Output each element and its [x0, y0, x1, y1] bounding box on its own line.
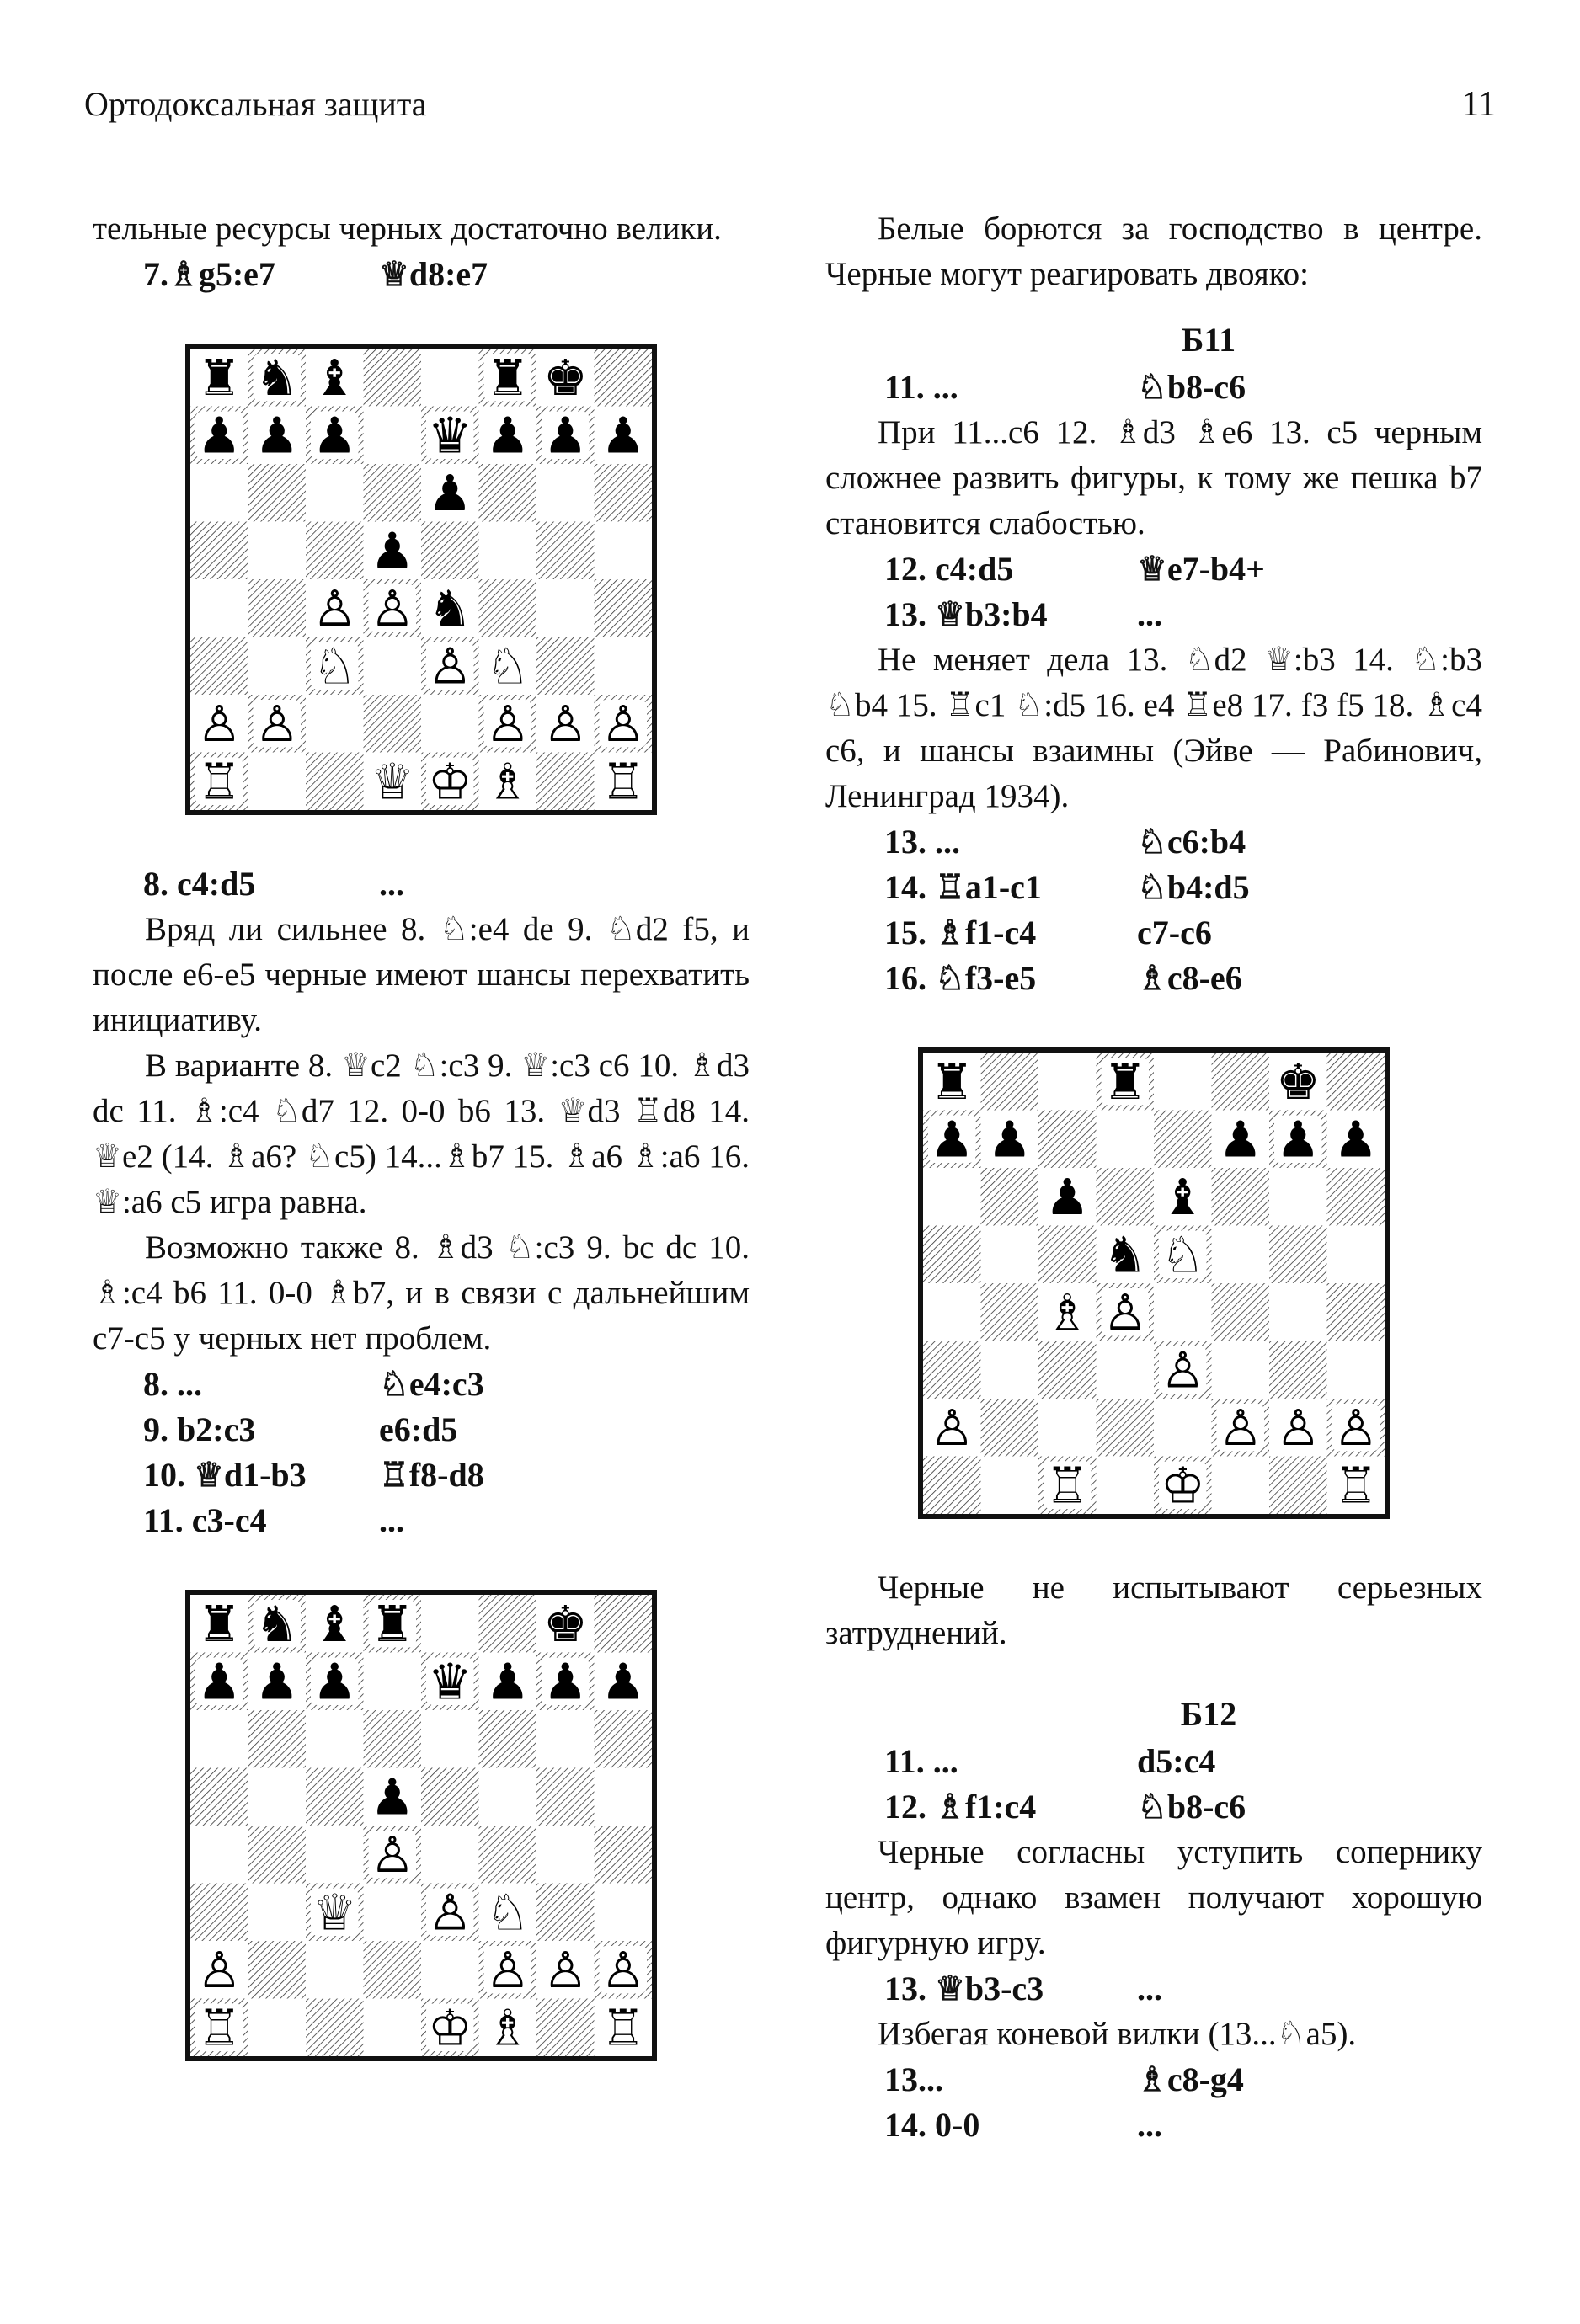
dark-square: [364, 1941, 422, 1999]
dark-square: [1327, 1168, 1385, 1226]
light-square: [1097, 1457, 1155, 1515]
light-square: [1097, 1341, 1155, 1399]
black-pawn-icon: ♟: [1218, 1110, 1263, 1169]
black-pawn-icon: ♟: [1275, 1110, 1321, 1169]
dark-square: [1038, 1111, 1097, 1169]
black-pawn-icon: ♟: [485, 1652, 531, 1711]
dark-square: [306, 1768, 364, 1826]
dark-square: [364, 464, 422, 522]
white-pawn-icon: ♙: [601, 694, 646, 753]
dark-square: [421, 522, 479, 580]
dark-square: [1212, 1168, 1270, 1226]
white-pawn-icon: ♙: [196, 1940, 242, 1999]
paragraph: В варианте 8. ♕c2 ♘:c3 9. ♕:c3 c6 10. ♗d3 dc 11. ♗:c4 ♘d7 12. 0-0 b6 13. ♕d3 ♖d8 14. ♕e2 (14. ♗a6? ♘c5) 14...♗b7 15. ♗a6 ♗:a6 16. ♕:a6 c5 игра равна.: [93, 1047, 750, 1220]
black-rook-icon: ♜: [485, 349, 531, 407]
black-pawn-icon: ♟: [312, 406, 357, 465]
white-move: 14. 0-0: [884, 2106, 980, 2144]
light-square: [536, 1710, 595, 1768]
black-move: ♕d8:e7: [379, 255, 488, 293]
light-square: [1038, 1399, 1097, 1457]
white-move: 13...: [884, 2060, 943, 2098]
paragraph: Вряд ли сильнее 8. ♘:e4 de 9. ♘d2 f5, и после e6-e5 черные имеют шансы перехватить инициативу.: [93, 911, 750, 1038]
dark-square: [536, 1768, 595, 1826]
paragraph: Возможно также 8. ♗d3 ♘:c3 9. bc dc 10. ♗:c4 b6 11. 0-0 ♗b7, и в связи с дальнейшим c7-c5 у черных нет проблем.: [93, 1229, 750, 1357]
page-number: 11: [1461, 85, 1496, 124]
black-move: ...: [1137, 595, 1162, 633]
white-move: 10. ♕d1-b3: [143, 1456, 307, 1494]
black-pawn-icon: ♟: [987, 1110, 1033, 1169]
white-move: 7.♗g5:e7: [143, 255, 275, 293]
light-square: [1269, 1283, 1327, 1341]
dark-square: [981, 1168, 1039, 1226]
light-square: [536, 1826, 595, 1884]
move-line: [825, 2057, 1482, 2103]
paragraph: Черные согласны уступить сопернику центр, однако взамен получают хорошую фигурную игру.: [825, 1834, 1482, 1961]
black-knight-icon: ♞: [254, 349, 300, 407]
black-move: ...: [379, 1501, 404, 1539]
white-move: 12. c4:d5: [884, 550, 1014, 588]
move-line: [825, 819, 1482, 865]
light-square: [1154, 1283, 1212, 1341]
white-rook-icon: ♖: [601, 752, 646, 810]
light-square: [1154, 1053, 1212, 1111]
white-pawn-icon: ♙: [1160, 1341, 1205, 1399]
white-rook-icon: ♖: [1333, 1456, 1379, 1514]
light-square: [364, 1884, 422, 1942]
light-square: [306, 1826, 364, 1884]
white-move: 13. ♕b3-c3: [884, 1970, 1044, 2007]
dark-square: [306, 522, 364, 580]
black-move: ♗c8-e6: [1137, 959, 1242, 997]
black-knight-icon: ♞: [254, 1595, 300, 1653]
white-pawn-icon: ♙: [1218, 1398, 1263, 1457]
black-king-icon: ♚: [542, 1595, 588, 1653]
dark-square: [1038, 1341, 1097, 1399]
light-square: [981, 1341, 1039, 1399]
white-pawn-icon: ♙: [601, 1940, 646, 1999]
black-pawn-icon: ♟: [1333, 1110, 1379, 1169]
light-square: [595, 522, 653, 580]
black-pawn-icon: ♟: [1044, 1167, 1090, 1226]
dark-square: [595, 349, 653, 407]
light-square: [248, 1768, 307, 1826]
move-list: [825, 1966, 1482, 2012]
black-move: ...: [379, 865, 404, 903]
black-king-icon: ♚: [542, 349, 588, 407]
dark-square: [364, 1710, 422, 1768]
move-line: [93, 1452, 750, 1498]
light-square: [248, 637, 307, 696]
black-move: d5:c4: [1137, 1742, 1216, 1780]
white-rook-icon: ♖: [196, 1998, 242, 2056]
paragraph: Белые борются за господство в центре. Черные могут реагировать двояко:: [825, 211, 1482, 292]
dark-square: [479, 1710, 537, 1768]
black-king-icon: ♚: [1275, 1053, 1321, 1111]
black-pawn-icon: ♟: [370, 1767, 415, 1826]
dark-square: [595, 1595, 653, 1653]
white-rook-icon: ♖: [196, 752, 242, 810]
white-move: 14. ♖a1-c1: [884, 868, 1042, 906]
white-knight-icon: ♘: [485, 637, 531, 696]
dark-square: [981, 1283, 1039, 1341]
white-pawn-icon: ♙: [542, 694, 588, 753]
dark-square: [364, 349, 422, 407]
paragraph: При 11...c6 12. ♗d3 ♗e6 13. c5 черным сложнее развить фигуры, к тому же пешка b7 становится слабостью.: [825, 414, 1482, 541]
dark-square: [248, 1710, 307, 1768]
black-move: ♘b8-c6: [1137, 1788, 1246, 1826]
dark-square: [536, 637, 595, 696]
dark-square: [1154, 1111, 1212, 1169]
white-move: 11. ...: [884, 1742, 958, 1780]
white-pawn-icon: ♙: [1333, 1398, 1379, 1457]
dark-square: [536, 1999, 595, 2057]
white-knight-icon: ♘: [1160, 1225, 1205, 1284]
dark-square: [190, 522, 248, 580]
light-square: [595, 637, 653, 696]
dark-square: [306, 1999, 364, 2057]
light-square: [479, 1768, 537, 1826]
white-rook-icon: ♖: [601, 1998, 646, 2056]
light-square: [981, 1226, 1039, 1284]
white-bishop-icon: ♗: [1044, 1282, 1090, 1341]
dark-square: [190, 1884, 248, 1942]
light-square: [190, 1710, 248, 1768]
light-square: [364, 1653, 422, 1711]
dark-square: [595, 464, 653, 522]
light-square: [981, 1457, 1039, 1515]
chess-diagram: [918, 1047, 1390, 1519]
black-knight-icon: ♞: [427, 578, 472, 637]
light-square: [364, 637, 422, 696]
move-line: [825, 365, 1482, 410]
page-header: [84, 84, 1496, 135]
white-rook-icon: ♖: [1044, 1456, 1090, 1514]
move-line: [825, 956, 1482, 1001]
chessboard: [190, 349, 652, 810]
light-square: [1269, 1168, 1327, 1226]
white-pawn-icon: ♙: [1102, 1282, 1148, 1341]
white-move: 8. c4:d5: [143, 865, 256, 903]
light-square: [190, 464, 248, 522]
black-move: ♗c8-g4: [1137, 2060, 1244, 2098]
black-pawn-icon: ♟: [485, 406, 531, 465]
dark-square: [1269, 1341, 1327, 1399]
white-move: 13. ...: [884, 823, 960, 861]
light-square: [1212, 1226, 1270, 1284]
black-pawn-icon: ♟: [254, 1652, 300, 1711]
paragraph: Черные не испытывают серьезных затруднений.: [825, 1570, 1482, 1651]
chess-diagram: [185, 1590, 657, 2061]
light-square: [421, 1710, 479, 1768]
light-square: [536, 464, 595, 522]
dark-square: [1097, 1168, 1155, 1226]
dark-square: [923, 1226, 981, 1284]
dark-square: [536, 1884, 595, 1942]
dark-square: [536, 522, 595, 580]
black-move: ...: [1137, 2106, 1162, 2144]
light-square: [1097, 1111, 1155, 1169]
dark-square: [248, 579, 307, 637]
black-move: e6:d5: [379, 1410, 458, 1448]
white-king-icon: ♔: [427, 1998, 472, 2056]
white-move: 16. ♘f3-e5: [884, 959, 1037, 997]
light-square: [306, 1710, 364, 1768]
move-line: [825, 910, 1482, 956]
white-pawn-icon: ♙: [370, 1825, 415, 1884]
black-move: ♘c6:b4: [1137, 823, 1246, 861]
black-pawn-icon: ♟: [370, 521, 415, 580]
chessboard: [190, 1595, 652, 2056]
white-bishop-icon: ♗: [485, 752, 531, 810]
light-square: [421, 1595, 479, 1653]
white-pawn-icon: ♙: [427, 1883, 472, 1942]
white-move: 13. ♕b3:b4: [884, 595, 1048, 633]
dark-square: [479, 1826, 537, 1884]
black-pawn-icon: ♟: [929, 1110, 974, 1169]
light-square: [1327, 1341, 1385, 1399]
light-square: [421, 349, 479, 407]
right-column: [825, 206, 1482, 2148]
black-queen-icon: ♛: [427, 1652, 472, 1711]
light-square: [1212, 1457, 1270, 1515]
dark-square: [364, 695, 422, 753]
white-pawn-icon: ♙: [427, 637, 472, 696]
black-rook-icon: ♜: [1102, 1053, 1148, 1111]
white-pawn-icon: ♙: [485, 1940, 531, 1999]
light-square: [1154, 1399, 1212, 1457]
white-pawn-icon: ♙: [542, 1940, 588, 1999]
dark-square: [306, 753, 364, 811]
white-pawn-icon: ♙: [370, 578, 415, 637]
dark-square: [923, 1457, 981, 1515]
light-square: [248, 1999, 307, 2057]
white-king-icon: ♔: [427, 752, 472, 810]
dark-square: [536, 753, 595, 811]
dark-square: [595, 1710, 653, 1768]
white-move: 8. ...: [143, 1365, 202, 1403]
black-rook-icon: ♜: [370, 1595, 415, 1653]
black-move: c7-c6: [1137, 914, 1212, 951]
black-knight-icon: ♞: [1102, 1225, 1148, 1284]
move-list: [93, 1362, 750, 1543]
light-square: [421, 695, 479, 753]
move-list: [825, 1739, 1482, 1830]
move-line: [825, 546, 1482, 592]
dark-square: [421, 1768, 479, 1826]
black-bishop-icon: ♝: [312, 349, 357, 407]
dark-square: [923, 1341, 981, 1399]
light-square: [248, 1884, 307, 1942]
dark-square: [479, 464, 537, 522]
move-line: [93, 252, 750, 297]
black-move: ♕e7-b4+: [1137, 550, 1265, 588]
light-square: [306, 1941, 364, 1999]
paragraph: тельные ресурсы черных достаточно велики.: [93, 211, 722, 247]
black-pawn-icon: ♟: [196, 406, 242, 465]
dark-square: [1269, 1457, 1327, 1515]
black-move: ♘e4:c3: [379, 1365, 484, 1403]
move-line: [825, 1784, 1482, 1830]
light-square: [595, 1884, 653, 1942]
dark-square: [479, 579, 537, 637]
move-line: [93, 1362, 750, 1407]
dark-square: [248, 1826, 307, 1884]
black-pawn-icon: ♟: [542, 1652, 588, 1711]
light-square: [190, 1826, 248, 1884]
light-square: [923, 1168, 981, 1226]
black-bishop-icon: ♝: [312, 1595, 357, 1653]
white-pawn-icon: ♙: [1275, 1398, 1321, 1457]
move-line: [825, 2103, 1482, 2148]
move-line: [93, 861, 750, 907]
dark-square: [981, 1053, 1039, 1111]
white-pawn-icon: ♙: [929, 1398, 974, 1457]
paragraph: Избегая коневой вилки (13...♘a5).: [878, 2016, 1357, 2052]
dark-square: [981, 1399, 1039, 1457]
light-square: [364, 1999, 422, 2057]
move-line: [825, 592, 1482, 637]
light-square: [595, 1768, 653, 1826]
black-pawn-icon: ♟: [601, 1652, 646, 1711]
move-list: [825, 819, 1482, 1001]
light-square: [421, 1941, 479, 1999]
light-square: [421, 1826, 479, 1884]
black-queen-icon: ♛: [427, 406, 472, 465]
dark-square: [479, 1595, 537, 1653]
dark-square: [248, 464, 307, 522]
light-square: [479, 522, 537, 580]
chess-diagram: [185, 344, 657, 815]
light-square: [1327, 1226, 1385, 1284]
move-line: [825, 865, 1482, 910]
dark-square: [1269, 1226, 1327, 1284]
black-move: ...: [1137, 1970, 1162, 2007]
white-pawn-icon: ♙: [312, 578, 357, 637]
dark-square: [595, 1826, 653, 1884]
dark-square: [190, 1768, 248, 1826]
black-rook-icon: ♜: [196, 1595, 242, 1653]
black-pawn-icon: ♟: [312, 1652, 357, 1711]
move-list: [825, 365, 1482, 410]
light-square: [306, 695, 364, 753]
light-square: [306, 464, 364, 522]
black-move: ♘b4:d5: [1137, 868, 1250, 906]
white-knight-icon: ♘: [312, 637, 357, 696]
white-move: 9. b2:c3: [143, 1410, 256, 1448]
white-queen-icon: ♕: [312, 1883, 357, 1942]
light-square: [364, 407, 422, 465]
white-pawn-icon: ♙: [485, 694, 531, 753]
dark-square: [1038, 1226, 1097, 1284]
white-bishop-icon: ♗: [485, 1998, 531, 2056]
move-line: [93, 1407, 750, 1452]
dark-square: [1212, 1053, 1270, 1111]
white-move: 11. c3-c4: [143, 1501, 267, 1539]
chessboard: [923, 1053, 1385, 1514]
white-move: 12. ♗f1:c4: [884, 1788, 1037, 1826]
light-square: [923, 1283, 981, 1341]
black-rook-icon: ♜: [196, 349, 242, 407]
light-square: [1038, 1053, 1097, 1111]
light-square: [1212, 1341, 1270, 1399]
light-square: [248, 522, 307, 580]
move-list: [825, 2057, 1482, 2148]
light-square: [536, 579, 595, 637]
white-move: 15. ♗f1-c4: [884, 914, 1037, 951]
white-move: 11. ...: [884, 368, 958, 406]
white-king-icon: ♔: [1160, 1456, 1205, 1514]
black-pawn-icon: ♟: [601, 406, 646, 465]
dark-square: [595, 579, 653, 637]
dark-square: [1327, 1053, 1385, 1111]
light-square: [248, 753, 307, 811]
dark-square: [1327, 1283, 1385, 1341]
black-move: ♘b8-c6: [1137, 368, 1246, 406]
white-queen-icon: ♕: [370, 752, 415, 810]
move-line: [93, 1498, 750, 1543]
section-heading: Б12: [1180, 1695, 1237, 1733]
dark-square: [248, 1941, 307, 1999]
dark-square: [190, 637, 248, 696]
black-rook-icon: ♜: [929, 1053, 974, 1111]
black-pawn-icon: ♟: [542, 406, 588, 465]
move-list: [825, 546, 1482, 637]
light-square: [190, 579, 248, 637]
white-pawn-icon: ♙: [196, 694, 242, 753]
white-pawn-icon: ♙: [254, 694, 300, 753]
paragraph: Не меняет дела 13. ♘d2 ♕:b3 14. ♘:b3 ♘b4 15. ♖c1 ♘:d5 16. e4 ♖e8 17. f3 f5 18. ♗c4 c6, и шансы взаимны (Эйве — Рабинович, Ленинград 1934).: [825, 642, 1482, 814]
black-pawn-icon: ♟: [427, 463, 472, 522]
black-move: ♖f8-d8: [379, 1456, 484, 1494]
dark-square: [1097, 1399, 1155, 1457]
left-column: [93, 206, 750, 2108]
white-knight-icon: ♘: [485, 1883, 531, 1942]
move-line: [825, 1739, 1482, 1784]
black-bishop-icon: ♝: [1160, 1167, 1205, 1226]
black-pawn-icon: ♟: [196, 1652, 242, 1711]
black-pawn-icon: ♟: [254, 406, 300, 465]
running-title: Ортодоксальная защита: [84, 85, 427, 123]
section-heading: Б11: [1181, 321, 1236, 359]
dark-square: [1212, 1283, 1270, 1341]
move-line: [825, 1966, 1482, 2012]
